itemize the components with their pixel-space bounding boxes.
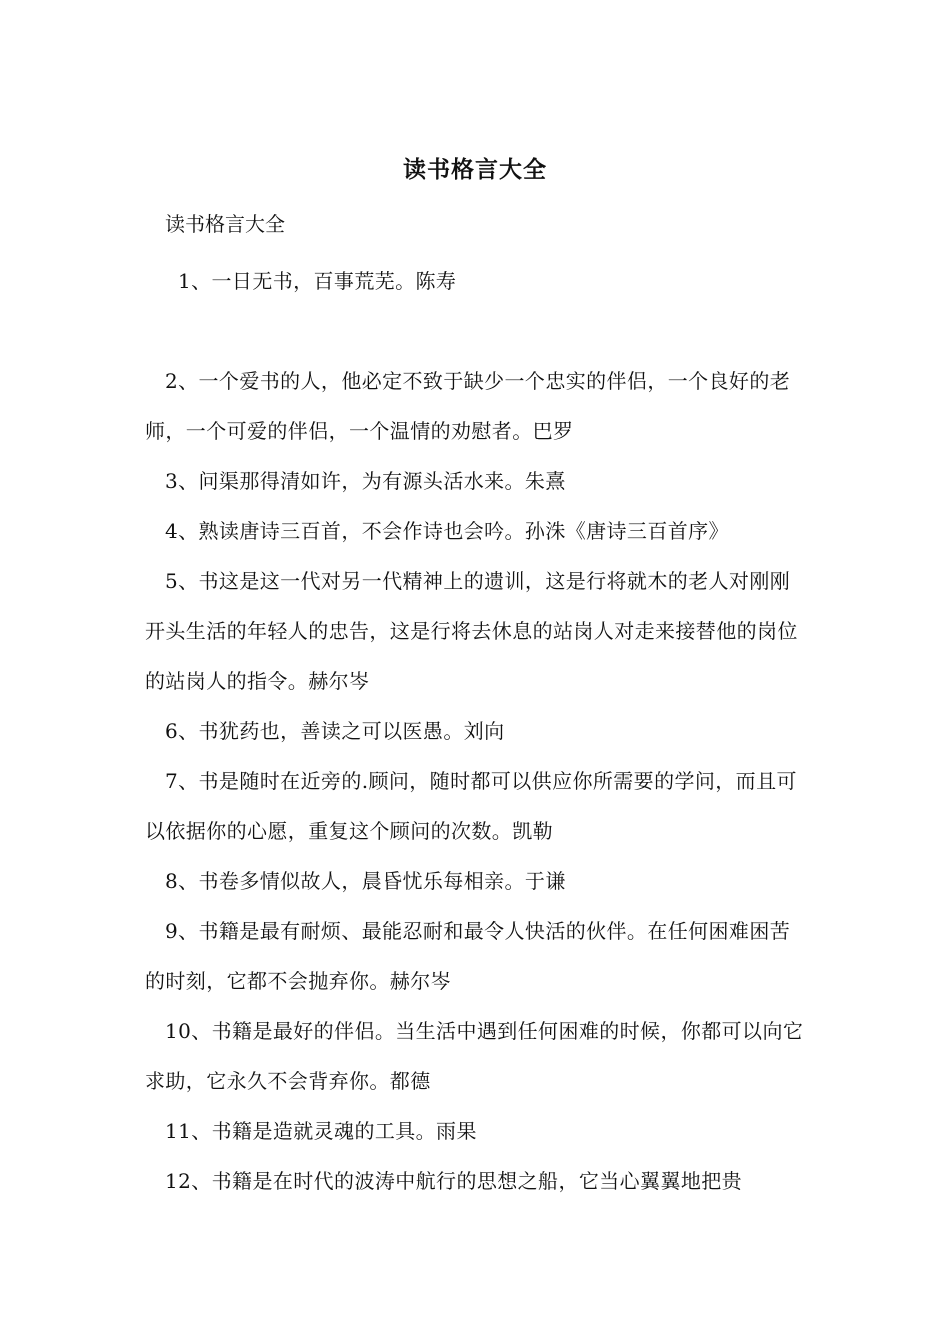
quote-item: 9、书籍是最有耐烦、最能忍耐和最令人快活的伙伴。在任何困难困苦的时刻，它都不会抛弃你。赫尔岑 (145, 919, 791, 993)
quote-item: 12、书籍是在时代的波涛中航行的思想之船，它当心翼翼地把贵 (165, 1169, 743, 1193)
quote-list (145, 256, 810, 1206)
quote-item: 2、一个爱书的人，他必定不致于缺少一个忠实的伴侣，一个良好的老师，一个可爱的伴侣，一个温情的劝慰者。巴罗 (145, 369, 791, 443)
quote-item: 11、书籍是造就灵魂的工具。雨果 (165, 1119, 477, 1143)
quote-item: 7、书是随时在近旁的.顾问，随时都可以供应你所需要的学问，而且可以依据你的心愿，重复这个顾问的次数。凯勒 (145, 769, 797, 843)
document-subtitle: 读书格言大全 (165, 212, 285, 236)
quote-item: 5、书这是这一代对另一代精神上的遗训，这是行将就木的老人对刚刚开头生活的年轻人的忠告，这是行将去休息的站岗人对走来接替他的岗位的站岗人的指令。赫尔岑 (145, 569, 798, 693)
quote-item: 1、一日无书，百事荒芜。陈寿 (178, 269, 457, 293)
document-title: 读书格言大全 (403, 156, 547, 183)
quote-item: 3、问渠那得清如许，为有源头活水来。朱熹 (165, 469, 566, 493)
quote-item: 6、书犹药也，善读之可以医愚。刘向 (165, 719, 505, 743)
quote-item: 4、熟读唐诗三百首，不会作诗也会吟。孙洙《唐诗三百首序》 (165, 519, 729, 543)
quote-item: 10、书籍是最好的伴侣。当生活中遇到任何困难的时候，你都可以向它求助，它永久不会背弃你。都德 (145, 1019, 804, 1093)
paragraph-spacer (145, 306, 810, 356)
quote-item: 8、书卷多情似故人，晨昏忧乐每相亲。于谦 (165, 869, 566, 893)
